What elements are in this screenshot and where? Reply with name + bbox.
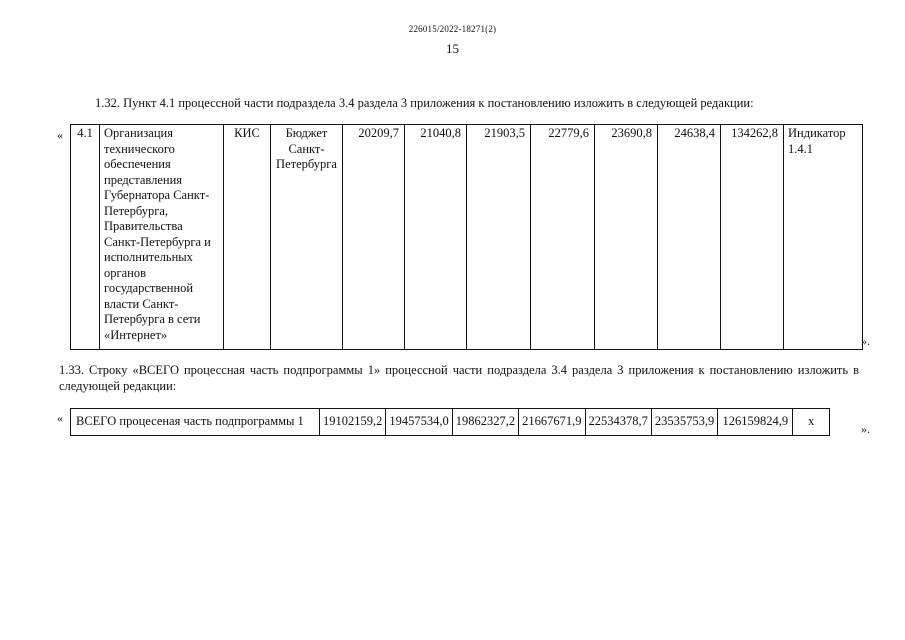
table-row bbox=[71, 125, 863, 350]
paragraph-1-32: 1.32. Пункт 4.1 процессной части подраздела 3.4 раздела 3 приложения к постановлению изложить в следующей редакции: bbox=[95, 96, 754, 110]
open-quote-2: « bbox=[57, 411, 63, 425]
page-number: 15 bbox=[446, 41, 459, 56]
indicator-placeholder-cell: х bbox=[793, 409, 830, 436]
total-value-cell: 23535753,9 bbox=[651, 409, 717, 436]
total-value-cell: 19457534,0 bbox=[386, 409, 452, 436]
value-cell: 22779,6 bbox=[531, 125, 595, 350]
funding-source-cell: Бюджет Санкт-Петербурга bbox=[271, 125, 343, 350]
total-label-cell: ВСЕГО процесеная часть подпрограммы 1 bbox=[71, 409, 320, 436]
amendment-table-total bbox=[70, 408, 830, 436]
total-value-cell: 19862327,2 bbox=[452, 409, 518, 436]
paragraph-1-33: 1.33. Строку «ВСЕГО процессная часть подпрограммы 1» процессной части подраздела 3.4 раздела 3 приложения к постановлению изложить в следующей редакции: bbox=[59, 363, 859, 393]
total-value-cell: 19102159,2 bbox=[320, 409, 386, 436]
value-cell: 21903,5 bbox=[467, 125, 531, 350]
row-number-cell: 4.1 bbox=[71, 125, 100, 350]
value-cell: 21040,8 bbox=[405, 125, 467, 350]
document-number: 226015/2022-18271(2) bbox=[408, 24, 497, 34]
table-row bbox=[71, 409, 830, 436]
close-quote-1: ». bbox=[861, 334, 870, 348]
value-cell: 20209,7 bbox=[343, 125, 405, 350]
total-value-cell: 21667671,9 bbox=[519, 409, 585, 436]
value-cell: 23690,8 bbox=[595, 125, 658, 350]
activity-name-cell: Организация технического обеспечения представления Губернатора Санкт-Петербурга, Правительства Санкт-Петербурга и исполнительных органов государственной власти Санкт-Петербурга в сети «Интернет» bbox=[100, 125, 224, 350]
amendment-table-4-1 bbox=[70, 124, 863, 350]
grand-total-cell: 126159824,9 bbox=[718, 409, 793, 436]
indicator-cell: Индикатор 1.4.1 bbox=[784, 125, 863, 350]
total-value-cell: 22534378,7 bbox=[585, 409, 651, 436]
executor-cell: КИС bbox=[224, 125, 271, 350]
value-cell: 24638,4 bbox=[658, 125, 721, 350]
close-quote-2: ». bbox=[861, 422, 870, 436]
open-quote-1: « bbox=[57, 128, 63, 142]
total-value-cell: 134262,8 bbox=[721, 125, 784, 350]
